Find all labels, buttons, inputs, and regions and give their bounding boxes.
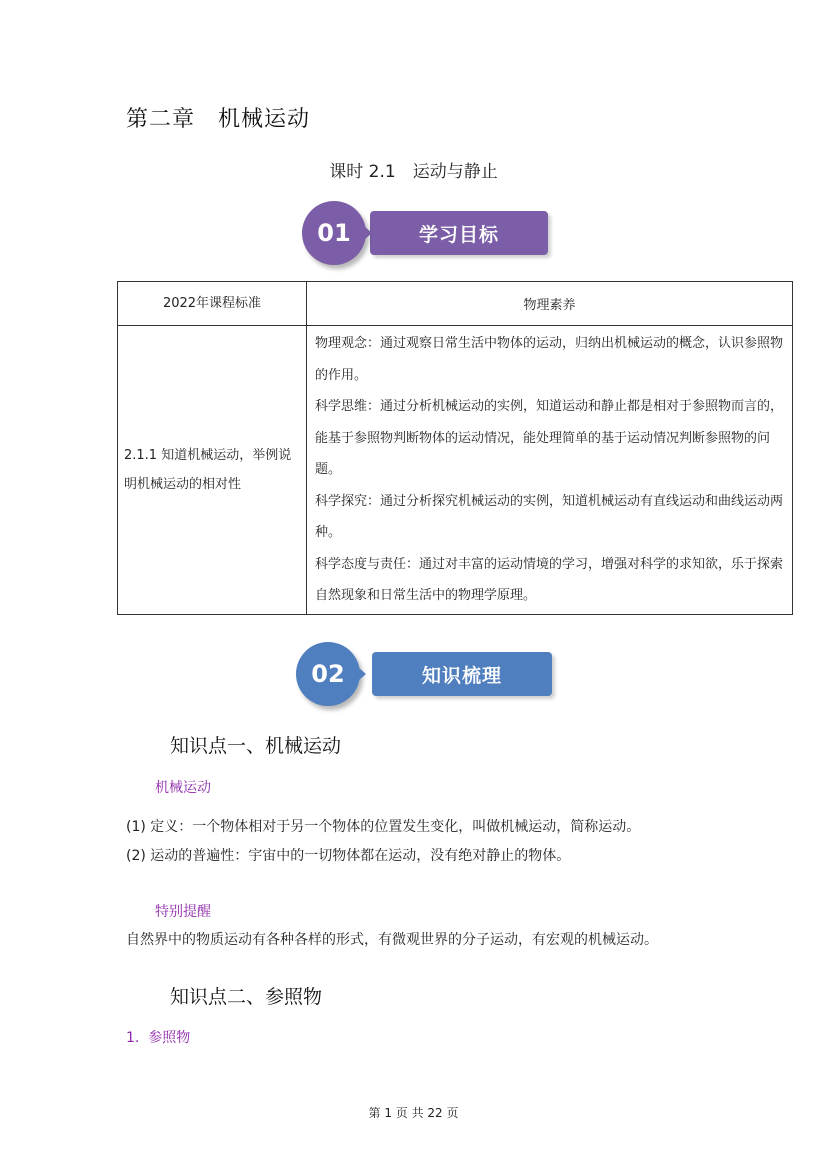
literacy-item: 物理观念：通过观察日常生活中物体的运动，归纳出机械运动的概念，认识参照物的作用。 [315, 336, 784, 383]
section-number: 01 [302, 201, 366, 265]
knowledge-point-2-title: 知识点二、参照物 [170, 986, 323, 1008]
curriculum-standard-cell: 2.1.1 知道机械运动，举例说明机械运动的相对性 [118, 326, 307, 615]
reminder-heading: 特别提醒 [155, 904, 211, 920]
chapter-title: 第二章 机械运动 [126, 107, 311, 132]
literacy-item: 科学探究：通过分析探究机械运动的实例，知道机械运动有直线运动和曲线运动两种。 [315, 493, 784, 540]
table-header-standard: 2022年课程标准 [118, 282, 307, 326]
knowledge-subheading: 机械运动 [155, 780, 211, 796]
knowledge-point-line: (1) 定义：一个物体相对于另一个物体的位置发生变化，叫做机械运动，简称运动。 [126, 819, 641, 835]
section-label: 知识梳理 [372, 652, 552, 696]
knowledge-point-1-title: 知识点一、机械运动 [170, 735, 342, 757]
section-badge-knowledge [294, 640, 564, 710]
reminder-text: 自然界中的物质运动有各种各样的形式，有微观世界的分子运动，有宏观的机械运动。 [126, 932, 658, 948]
knowledge-point-line: (2) 运动的普遍性：宇宙中的一切物体都在运动，没有绝对静止的物体。 [126, 848, 571, 864]
section-badge-goals [300, 199, 570, 269]
learning-goals-table [117, 281, 793, 615]
literacy-item: 科学思维：通过分析机械运动的实例，知道运动和静止都是相对于参照物而言的，能基于参照物判断物体的运动情况，能处理简单的基于运动情况判断参照物的问题。 [315, 399, 784, 477]
literacy-cell [307, 326, 793, 615]
page-footer: 第 1 页 共 22 页 [368, 1106, 459, 1120]
knowledge-subheading: 1. 参照物 [126, 1030, 191, 1046]
lesson-title: 课时 2.1 运动与静止 [329, 162, 498, 182]
literacy-item: 科学态度与责任：通过对丰富的运动情境的学习，增强对科学的求知欲，乐于探索自然现象和日常生活中的物理学原理。 [315, 556, 784, 603]
table-header-literacy: 物理素养 [307, 282, 793, 326]
section-number: 02 [296, 642, 360, 706]
section-label: 学习目标 [370, 211, 548, 255]
